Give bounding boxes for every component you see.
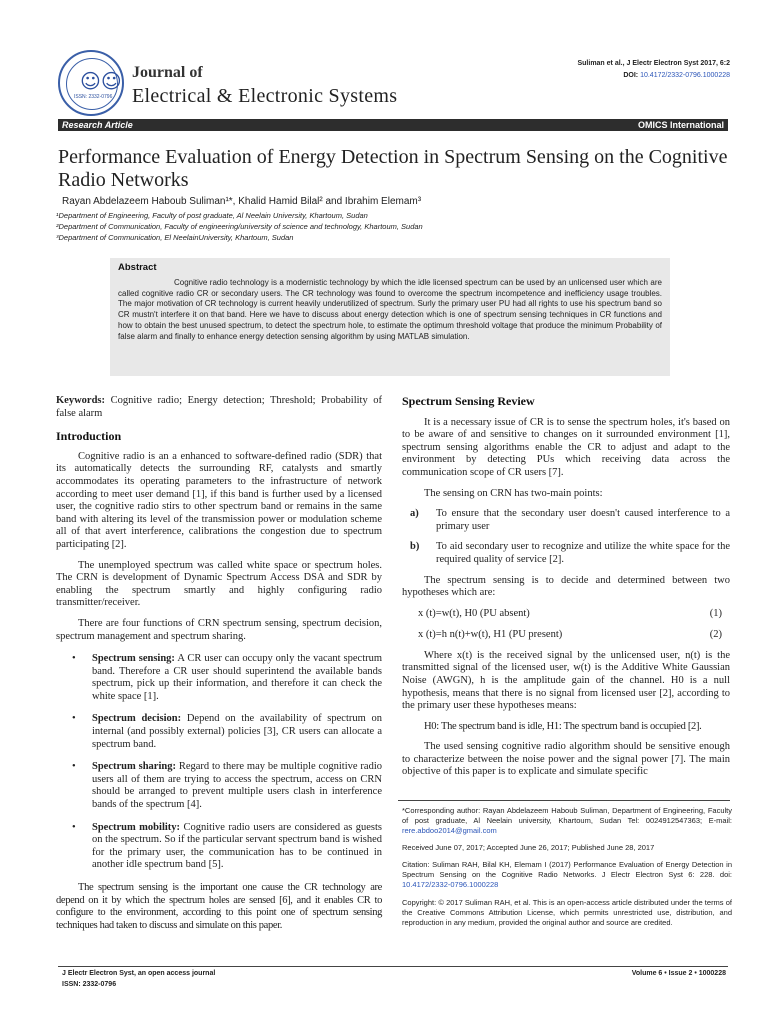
functions-list [56,653,382,872]
doi-link[interactable]: 10.4172/2332-0796.1000228 [640,72,730,79]
footer-issn: ISSN: 2332-0796 [62,981,117,988]
logo-issn: ISSN: 2332-0796 [74,94,113,100]
article-title: Performance Evaluation of Energy Detection in Spectrum Sensing on the Cognitive Radio Networks [58,146,728,191]
doi-top [520,72,730,79]
intro-paragraph-4: The spectrum sensing is the important one cause the CR technology are depend on it by which the spectrum holes are sensed [6], and it enables CR to configure to the environment, according to this point one of spectrum sensing techniques had taken to discuss and simulate on this paper. [56,882,382,931]
affiliation-3: ³Department of Communication, El NeelainUniversity, Khartoum, Sudan [56,233,294,242]
keywords-label: Keywords: [56,395,105,406]
footer-journal: J Electr Electron Syst, an open access journal [62,970,216,977]
review-paragraph-6: The used sensing cognitive radio algorithm should be sensitive enough to characterize between the noise power and the signal power [7]. The main objective of this paper is to explicate and simulate specific [402,741,730,778]
footnote-divider [398,800,730,801]
review-paragraph-2: The sensing on CRN has two-main points: [424,487,603,499]
keywords-text: Cognitive radio; Energy detection; Threshold; Probability of false alarm [56,395,383,419]
corresponding-author: *Corresponding author: Rayan Abdelazeem Haboub Suliman, Department of Engineering, Faculty of post graduate, Al Neelain university, Khartoum, Sudan Tel: 0024912547363; E-mail: rere.abdoo2014@gmail.com [402,806,732,835]
intro-paragraph-2: The unemployed spectrum was called white space or spectrum holes. The CRN is development of Dynamic Spectrum Access DSA and SDR by enabling the spectrum smartly and highly configuring radio transmitter/receiver. [56,559,382,609]
journal-name: Electrical & Electronic Systems [132,85,398,107]
list-item: • Spectrum sharing: Regard to there may be multiple cognitive radio users all of them are trying to access the spectrum, access on CRN should be arranged to prevent multiple users clash in interference bands of the spectrum [4]. [72,761,382,811]
abstract-text: Cognitive radio technology is a modernistic technology by which the idle licensed spectrum can be used by an unlicensed user which are called cognitive radio CR or secondary users. The CR technology was found to overcome the spectrum incompetence and inefficiency usage troubles. The major motivation of CR technology is current heavily underutilized of spectrum. Surly the primary user PU had all rights to use his spectrum band so CR mustn't interfere it on that band. Here we have to discuss about energy detection which is one of spectrum sensing techniques in CR functions and how to obtain the best unused spectrum, to detect the spectrum hole, to estimate the optimum threshold voltage that produce the minimum Probability of false alarm and finally to enhance energy detection sensing algorithm by using MATLAB simulation. [118,278,662,341]
affiliation-1: ¹Department of Engineering, Faculty of post graduate, Al Neelain University, Khartoum, Sudan [56,211,368,220]
dates: Received June 07, 2017; Accepted June 26, 2017; Published June 28, 2017 [402,843,655,852]
equation-1: x (t)=w(t), H0 (PU absent) (1) [418,607,722,619]
sensing-points-list [402,508,730,566]
abstract-box [110,258,670,376]
list-item: • Spectrum decision: Depend on the availability of spectrum on internal (and possibly external) policies [3], CR users can allocate a spectrum band. [72,713,382,750]
list-item: a) To ensure that the secondary user doesn't caused interference to a primary user [410,508,730,532]
review-paragraph-3: The spectrum sensing is to decide and determined between two hypotheses which are: [402,574,730,599]
email-link[interactable]: rere.abdoo2014@gmail.com [402,825,497,835]
list-item: b) To aid secondary user to recognize and utilize the white space for the required quality of service [2]. [410,541,730,565]
journal-logo [58,50,124,116]
left-column [56,395,382,932]
review-paragraph-4: Where x(t) is the received signal by the unlicensed user, n(t) is the transmitted signal of the licensed user, w(t) is the Additive White Gaussian Noise (AWGN), h is the amplitude gain of the channel. H0 is a null hypothesis, means that there is no signal from licensed user [2], according to the primary user these hypotheses means: [402,649,730,712]
affiliation-2: ²Department of Communication, Faculty of engineering/university of science and technology, Khartoum, Sudan [56,222,423,231]
review-heading: Spectrum Sensing Review [402,394,535,408]
keywords [56,395,382,420]
abstract-heading: Abstract [118,262,157,273]
intro-paragraph-3: There are four functions of CRN spectrum sensing, spectrum decision, spectrum management and spectrum sharing. [56,617,382,642]
citation-short: Suliman et al., J Electr Electron Syst 2017, 6:2 [577,60,730,67]
footer-divider [58,966,728,967]
review-paragraph-1: It is a necessary issue of CR is to sense the spectrum holes, it's based on to be aware of and sensitive to changes on it surrounded environment [1], spectrum sensing algorithms enable the CR to adjust and adapt to the environment by detecting PUs which receiving data across the communication scope of CR users [7]. [402,416,730,478]
list-item: • Spectrum mobility: Cognitive radio users are considered as guests on the spectrum. So if the particular servant spectrum band is wished for the primary user, the communication has to be continued in another idle spectrum band [5]. [72,821,383,871]
right-column [402,395,730,779]
copyright-note: Copyright: © 2017 Suliman RAH, et al. This is an open-access article distributed under the terms of the Creative Commons Attribution License, which permits unrestricted use, distribution, and reproduction in any medium, provided the original author and source are credited. [402,898,732,927]
intro-heading: Introduction [56,429,122,444]
publisher-name: OMICS International [637,120,724,130]
citation-note: Citation: Suliman RAH, Bilal KH, Elemam I (2017) Performance Evaluation of Energy Detection in Spectrum Sensing on the Cognitive Radio Networks. J Electr Electron Syst 6: 228. doi: 10.4172/2332-0796.1000228 [402,860,732,889]
list-item: • Spectrum sensing: A CR user can occupy only the vacant spectrum band. Therefore a CR user should superintend the available bands spectrum, pick up their information, and therefore it can check the white space [1]. [72,653,383,702]
citation-doi-link[interactable]: 10.4172/2332-0796.1000228 [402,879,499,889]
authors: Rayan Abdelazeem Haboub Suliman¹*, Khalid Hamid Bilal² and Ibrahim Elemam³ [62,196,422,207]
journal-of-label: Journal of [132,64,203,81]
review-paragraph-5: H0: The spectrum band is idle, H1: The spectrum band is occupied [2]. [424,720,702,732]
intro-paragraph-1: Cognitive radio is an a enhanced to software-defined radio (SDR) that its automatically detects the surrounding RF, catalysts and smartly accommodates its operating parameters to the infrastructure of network according to meet user demand [1], if this band is further used by a licensed user, the cognitive radio stirs to other spectrum band or remains in the same band with altering its level of the transmission power or modulation scheme all of that avert interference, calibrations the congestion due to spectrum participating [2]. [56,450,382,550]
footer-volume: Volume 6 • Issue 2 • 1000228 [631,970,726,977]
doi-label: DOI: [623,72,639,79]
equation-2: x (t)=h n(t)+w(t), H1 (PU present) (2) [418,628,722,640]
people-icon: ☺☺ [80,69,122,93]
article-type: Research Article [62,120,133,130]
